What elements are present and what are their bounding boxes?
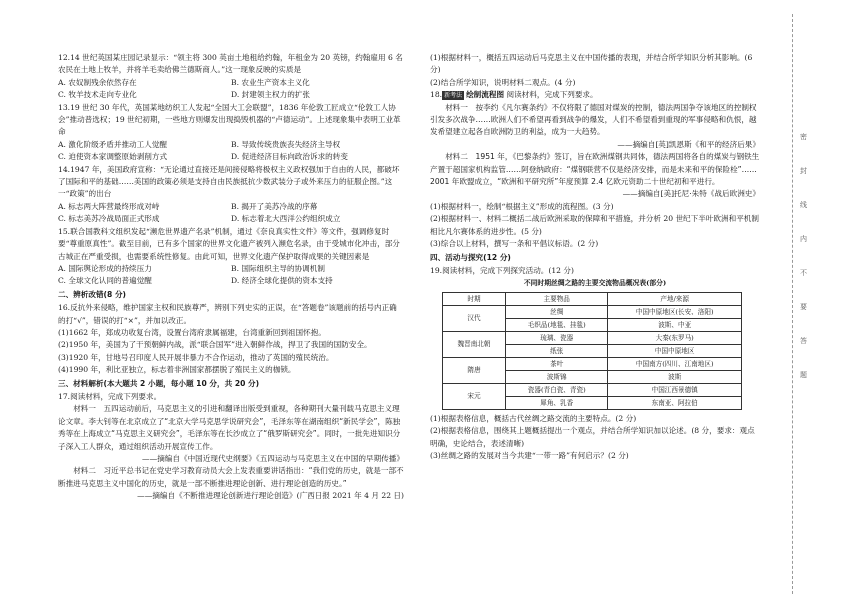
q19-stem: 19.阅读材料，完成下列探究活动。(12 分): [430, 265, 574, 275]
q12-option-a: A. 农奴制残余依然存在: [58, 77, 137, 87]
q14-option-d: D. 标志着北大西洋公约组织成立: [231, 214, 341, 224]
q18-tag-text: 绘制流程图: [466, 90, 505, 100]
q15-option-b: B. 国际组织主导的协调机制: [231, 263, 325, 273]
q17-requirement-2: (2)结合所学知识，说明材料二观点。(4 分): [430, 77, 576, 87]
q13-option-c: C. 迫使资本家调整原始剥削方式: [58, 152, 168, 162]
table-header-goods: 主要物品: [506, 292, 608, 305]
q18-material-2-source: ——摘编自[美]托尼·朱特《战后欧洲史》: [622, 189, 760, 199]
q16-item-2: (2)1950 年，美国为了干预朝鲜内战，派“联合国军”进入朝鲜作战，捍卫了我国的国防安全。: [58, 340, 372, 350]
q13-option-a: A. 激化阶级矛盾并推动工人觉醒: [58, 139, 168, 149]
table-cell-goods: 丝绸: [506, 305, 608, 318]
q18-requirement-1: (1)根据材料一，绘制“根据主义”形成的流程图。(3 分): [430, 201, 614, 211]
table-cell-goods: 纸张: [506, 344, 608, 357]
table-cell-period: 魏晋南北朝: [443, 331, 506, 357]
q13-stem: 13.19 世纪 30 年代，英国某地纺织工人发起“全国大工会联盟”，1836 年伦敦工匠成立“伦敦工人协会”推动普选权；19 世纪初期，一些地方则爆发出现捣毁机器的“卢德运动”。上述现象集中表明工业革命: [58, 102, 401, 137]
q12-options-row1: [58, 77, 404, 89]
table-cell-origin: 波斯: [608, 370, 742, 383]
q17-material-1: 材料一 五四运动前后，马克思主义的引进和翻译出版受到重视，各种期刊大量刊载马克思主义理论文章。李大钊等在北京成立了“北京大学马克思学说研究会”，毛泽东等在湖南组织“新民学会”，陈独秀等在上海成立“马克思主义研究会”，毛泽东等在长沙成立了“俄罗斯研究会”。同时，一批先进知识分子深入工人群众，通过组织活动开展宣传工作。: [58, 404, 401, 451]
q15-option-d: D. 经济全球化提供的资本支持: [231, 276, 333, 286]
q18-material-2: 材料二 1951 年，《巴黎条约》签订，旨在欧洲煤钢共同体，德法两国将各自的煤炭与钢铁生产置于超国家机构监管……阿登纳政府：“煤钢联营不仅是经济安排，而是未来和平的保险栓”……2001 年欧盟成立，“欧洲和平研究所”年度预算 2.4 亿欧元资助二十世纪初和平进行。: [430, 152, 760, 187]
q17-material-1-source: ——摘编自《中国近现代史纲要》《五四运动与马克思主义在中国的早期传播》: [142, 454, 404, 463]
table-cell-goods: 犀角、乳香: [506, 396, 608, 409]
q19-requirement-2: (2)根据表格信息，围绕其上题概括提出一个观点，并结合所学知识加以论述。(8 分，要求：观点明确，史论结合，表述清晰): [430, 426, 755, 448]
q13-options-row1: [58, 139, 404, 151]
section-3-heading: 三、材料解析(本大题共 2 小题，每小题 10 分，共 20 分): [58, 378, 260, 388]
table-cell-goods: 瓷器(青白瓷、青瓷): [506, 383, 608, 396]
q14-option-b: B. 揭开了美苏冷战的序幕: [231, 201, 318, 211]
left-column: [58, 52, 404, 503]
table-cell-goods: 波斯锦: [506, 370, 608, 383]
table-cell-goods: 茶叶: [506, 357, 608, 370]
table-row: [443, 331, 742, 344]
seal-line: [792, 14, 793, 594]
q15-option-a: A. 国际舆论形成的持续压力: [58, 263, 152, 273]
q13-option-d: D. 促进经济目标向政治诉求的转变: [231, 152, 348, 162]
table-row: [443, 357, 742, 370]
q18-requirement-2: (2)根据材料一、材料二概括二战后欧洲采取的保障和平措施，并分析 20 世纪下半叶欧洲和平机制相比凡尔赛体系的进步性。(5 分): [430, 214, 759, 236]
right-column: [430, 52, 760, 462]
q15-options-row1: [58, 263, 404, 275]
table-cell-origin: 大秦(东罗马): [608, 331, 742, 344]
q17-material-2: 材料二 习近平总书记在党史学习教育动员大会上发表重要讲话指出：“我们党的历史，就是一部不断推进马克思主义中国化的历史，就是一部不断推进理论创新、进行理论创造的历史。”: [58, 466, 404, 488]
q15-stem: 15.联合国教科文组织发起“濒危世界遗产名录”机制，通过《奈良真实性文件》等文件，强调修复时要“尊重原真性”。截至目前，已有多个国家的世界文化遗产被列入濒危名录，由于受城市化冲击，部分古城正在严重受损，也需要系统性修复。由此可知，世界文化遗产保护取得成果的关键因素是: [58, 226, 400, 261]
table-cell-origin: 中国中原地区: [608, 344, 742, 357]
section-2-heading: 二、辨析改错(8 分): [58, 289, 127, 299]
q14-options-row2: [58, 213, 404, 225]
table-cell-period: 宋元: [443, 383, 506, 409]
table-header-period: 时期: [443, 292, 506, 305]
seal-line-warning: 密 封 线 内 不 要 答 题: [800, 133, 807, 379]
table-cell-period: 隋唐: [443, 357, 506, 383]
q12-options-row2: [58, 89, 404, 101]
q13-options-row2: [58, 151, 404, 163]
table-cell-period: 汉代: [443, 305, 506, 331]
q19-table-title: 不同时期丝绸之路的主要交流物品概况表(部分): [523, 279, 667, 288]
table-row: [443, 383, 742, 396]
q18-requirement-3: (3)综合以上材料，撰写一条和平倡议标语。(2 分): [430, 239, 599, 249]
q12-stem: 12.14 世纪英国某庄园记录显示：“领主将 300 英亩土地租给约翰，年租金为 20 英镑，约翰雇用 6 名农民在土地上牧羊，并将羊毛卖给佛兰德斯商人。”这一现象反映的实质是: [58, 53, 403, 75]
binding-margin: [770, 0, 860, 608]
table-header-row: [443, 292, 742, 305]
table-cell-goods: 琉璃、瓷器: [506, 331, 608, 344]
q12-option-b: B. 农业生产资本主义化: [231, 77, 310, 87]
q18-new-format-tag: 新考法: [444, 92, 463, 100]
table-cell-origin: 中国江西景德镇: [608, 383, 742, 396]
q18-stem-line: [430, 89, 760, 101]
q19-requirement-1: (1)根据表格信息，概括古代丝绸之路交流的主要特点。(2 分): [430, 413, 637, 423]
table-cell-origin: 波斯、中亚: [608, 318, 742, 331]
table-header-origin: 产地/来源: [608, 292, 742, 305]
q19-requirement-3: (3)丝绸之路的发展对当今共建“一带一路”有何启示？(2 分): [430, 450, 629, 460]
q16-stem: 16.反抗外来侵略，维护国家主权和民族尊严，辨别下列史实的正误，在“答题卷”该题前的括号内正确的打“√”，错误的打“×”，并加以改正。: [58, 303, 397, 325]
table-cell-origin: 中国南方(四川、江南地区): [608, 357, 742, 370]
section-4-heading: 四、活动与探究(12 分): [430, 252, 511, 262]
q14-options-row1: [58, 201, 404, 213]
table-cell-origin: 东南亚、阿拉伯: [608, 396, 742, 409]
table-cell-origin: 中国中原地区(长安、洛阳): [608, 305, 742, 318]
q14-option-c: C. 标志美苏冷战局面正式形成: [58, 214, 160, 224]
q16-item-3: (3)1920 年，甘地号召印度人民开展非暴力不合作运动，推动了英国的殖民统治。: [58, 352, 334, 362]
q12-option-d: D. 封建领主权力的扩张: [231, 90, 310, 100]
q14-stem: 14.1947 年，美国政府宣称：“无论通过直接还是间接侵略将极权主义政权强加于自由的人民，都破坏了国际和平的基础……美国的政策必须是支持自由民族抵抗少数武装分子或外来压力的征服企图。”这一“政策”的出台: [58, 164, 400, 199]
q12-option-c: C. 牧羊技术走向专业化: [58, 90, 137, 100]
q13-option-b: B. 导致传统贵族丧失经济主导权: [231, 139, 341, 149]
q18-material-1: 材料一 按李约《凡尔赛条约》不仅将限了德国对煤炭的控制，德法两国争夺该地区的控制权引发多次战争……欧洲人们不希望再看到战争的爆发，人们不希望看到重现的军事侵略和仇恨，越发希望建立起各自欧洲防卫的利益，成为一大趋势。: [430, 102, 757, 137]
q16-item-1: (1)1662 年，郑成功收复台湾，设置台湾府隶属福建，台湾重新回到祖国怀抱。: [58, 327, 326, 337]
q17-stem: 17.阅读材料，完成下列要求。: [58, 391, 162, 401]
q18-number: 18.: [430, 90, 443, 100]
q15-options-row2: [58, 275, 404, 287]
q15-option-c: C. 全球文化认同的普遍觉醒: [58, 276, 152, 286]
q17-requirement-1: (1)根据材料一，概括五四运动后马克思主义在中国传播的表现，并结合所学知识分析其影响。(6 分): [430, 53, 753, 75]
q14-option-a: A. 标志两大阵营最终形成对峙: [58, 201, 160, 211]
table-cell-goods: 毛织品(地毯、挂毯): [506, 318, 608, 331]
q18-stem: 阅读材料，完成下列要求。: [506, 90, 598, 100]
q17-material-2-source: ——摘编自《不断推进理论创新进行理论创造》(广西日报 2021 年 4 月 22 日): [137, 491, 404, 501]
q16-item-4: (4)1990 年，利比亚独立，标志着非洲国家都摆脱了殖民主义的枷锁。: [58, 365, 296, 375]
q18-material-1-source: ——摘编自[英]凯恩斯《和平的经济后果》: [617, 139, 760, 149]
silk-road-table: [442, 292, 742, 410]
table-row: [443, 305, 742, 318]
